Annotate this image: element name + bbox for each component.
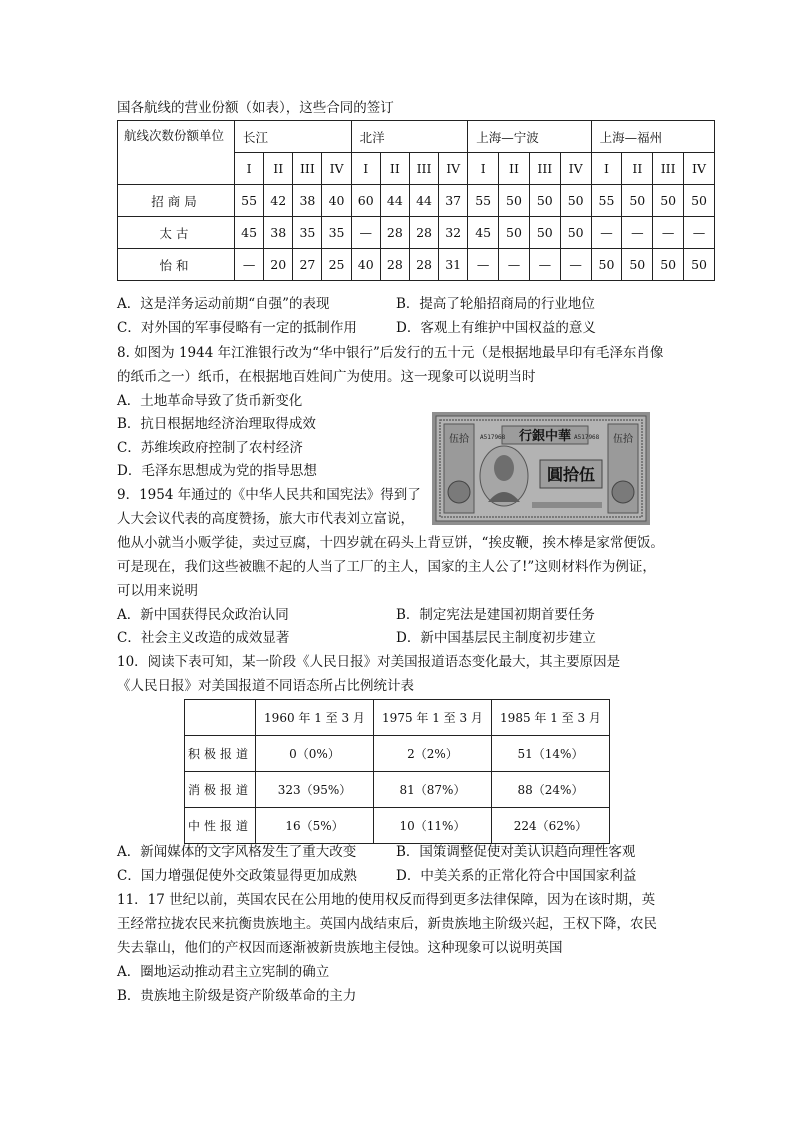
q9-stem-line2: 人大会议代表的高度赞扬，旅大市代表刘立富说， [117,511,414,527]
table-cell: 42 [264,185,293,217]
table-cell: 60 [351,185,380,217]
table-cell: 50 [529,217,560,249]
table-cell: 45 [235,217,264,249]
table-cell: 50 [622,249,653,281]
table-cell: — [529,249,560,281]
subcol-header: II [499,153,530,185]
table-cell: 50 [499,185,530,217]
table-cell: 44 [380,185,409,217]
subcol-header: I [235,153,264,185]
q9-option-d: D．新中国基层民主制度初步建立 [396,630,596,646]
group-header: 上海—宁波 [468,121,591,153]
q11-stem-line2: 王经常拉拢农民来抗衡贵族地主。英国内战结束后，新贵族地主阶级兴起，王权下降，农民 [117,916,657,932]
q8-option-c: C．苏维埃政府控制了农村经济 [117,440,303,456]
table-cell: 25 [322,249,351,281]
t2-cell: 51（14%） [492,736,610,772]
table-cell: 20 [264,249,293,281]
t2-cell: 81（87%） [374,772,492,808]
subcol-header: IV [684,153,715,185]
q10-option-b: B．国策调整促使对美认识趋向理性客观 [396,844,636,860]
t2-cell: 0（0%） [256,736,374,772]
t2-cell: 88（24%） [492,772,610,808]
subcol-header: IV [439,153,468,185]
q8-option-d: D．毛泽东思想成为党的指导思想 [117,463,317,479]
table-cell: 50 [529,185,560,217]
table-cell: 50 [653,249,684,281]
table-cell: 50 [684,185,715,217]
table-cell: — [468,249,499,281]
q9-stem-line1: 9．1954 年通过的《中华人民共和国宪法》得到了 [117,487,421,503]
table-cell: 44 [409,185,438,217]
banknote-denomination: 圓拾伍 [546,465,596,484]
t2-row-header: 消极报道 [185,772,256,808]
table-cell: 50 [653,185,684,217]
subcol-header: III [409,153,438,185]
table-cell: — [351,217,380,249]
q10-option-d: D．中美关系的正常化符合中国国家利益 [396,868,637,884]
table-cell: 28 [380,217,409,249]
q10-option-c: C．国力增强促使外交政策显得更加成熟 [117,868,357,884]
table-cell: 55 [468,185,499,217]
row-header: 怡和 [118,249,235,281]
subcol-header: II [622,153,653,185]
q10-stem-line1: 10．阅读下表可知，某一阶段《人民日报》对美国报道语态变化最大，其主要原因是 [117,654,621,670]
subcol-header: II [264,153,293,185]
table-cell: 50 [622,185,653,217]
table-cell: — [560,249,591,281]
subcol-header: I [468,153,499,185]
table-cell: 55 [235,185,264,217]
t2-cell: 323（95%） [256,772,374,808]
banknote-corner-left: 伍拾 [449,434,469,445]
q11-option-a: A．圈地运动推动君主立宪制的确立 [117,964,330,980]
banknote-serial-left: A517968 [480,434,506,441]
q9-stem-line5: 可以用来说明 [117,583,198,599]
subcol-header: III [529,153,560,185]
q7-option-d: D．客观上有维护中国权益的意义 [396,320,596,336]
subcol-header: IV [560,153,591,185]
table-cell: — [591,217,622,249]
t2-corner [185,700,256,736]
table-cell: 28 [409,217,438,249]
t2-row-header: 积极报道 [185,736,256,772]
t2-col-header: 1985 年 1 至 3 月 [492,700,610,736]
corner-header: 航线次数份额单位 [118,121,235,185]
banknote-serial-right: A517968 [574,434,600,441]
table-cell: 27 [293,249,322,281]
q7-option-c: C．对外国的军事侵略有一定的抵制作用 [117,320,357,336]
q10-option-a: A．新闻媒体的文字风格发生了重大改变 [117,844,357,860]
banknote-corner-right: 伍拾 [613,434,633,445]
table-cell: 37 [439,185,468,217]
q7-option-a: A．这是洋务运动前期“自强”的表现 [117,296,330,312]
table-cell: 50 [499,217,530,249]
table-cell: — [235,249,264,281]
q8-option-a: A．土地革命导致了货币新变化 [117,393,303,409]
table-cell: — [499,249,530,281]
q11-stem-line3: 失去靠山，他们的产权因而逐渐被新贵族地主侵蚀。这种现象可以说明英国 [117,940,563,956]
q10-table-title: 《人民日报》对美国报道不同语态所占比例统计表 [117,678,414,694]
table-cell: 55 [591,185,622,217]
table-cell: 45 [468,217,499,249]
t2-col-header: 1975 年 1 至 3 月 [374,700,492,736]
q9-option-a: A．新中国获得民众政治认同 [117,607,289,623]
banknote-image [432,412,650,525]
table-cell: 38 [264,217,293,249]
table-cell: 50 [591,249,622,281]
table-cell: 50 [560,217,591,249]
q8-option-b: B．抗日根据地经济治理取得成效 [117,416,316,432]
banknote-bank-name: 行銀中華 [518,429,572,444]
q8-stem-line1: 8. 如图为 1944 年江淮银行改为“华中银行”后发行的五十元（是根据地最早印有毛泽东肖像 [117,345,664,361]
q11-option-b: B．贵族地主阶级是资产阶级革命的主力 [117,988,357,1004]
t2-col-header: 1960 年 1 至 3 月 [256,700,374,736]
q9-stem-line4: 可是现在，我们这些被瞧不起的人当了工厂的主人，国家的主人公了!”这则材料作为例证， [117,559,656,575]
intro-line: 国各航线的营业份额（如表），这些合同的签订 [117,100,394,116]
subcol-header: III [293,153,322,185]
table-cell: — [622,217,653,249]
subcol-header: IV [322,153,351,185]
q9-stem-line3: 他从小就当小贩学徒，卖过豆腐，十四岁就在码头上背豆饼，“挨皮鞭，挨木棒是家常便饭。 [117,535,664,551]
subcol-header: III [653,153,684,185]
table-cell: 35 [293,217,322,249]
report-tone-table [184,699,610,844]
table-cell: 28 [409,249,438,281]
table-cell: 31 [439,249,468,281]
q11-stem-line1: 11．17 世纪以前，英国农民在公用地的使用权反而得到更多法律保障，因为在该时期，英 [117,892,656,908]
t2-cell: 2（2%） [374,736,492,772]
table-cell: 32 [439,217,468,249]
q9-option-c: C．社会主义改造的成效显著 [117,630,290,646]
table-cell: 35 [322,217,351,249]
table-cell: — [684,217,715,249]
subcol-header: I [351,153,380,185]
t2-cell: 224（62%） [492,808,610,844]
table-cell: — [653,217,684,249]
q9-option-b: B．制定宪法是建国初期首要任务 [396,607,595,623]
t2-cell: 16（5%） [256,808,374,844]
q7-option-b: B．提高了轮船招商局的行业地位 [396,296,595,312]
row-header: 招商局 [118,185,235,217]
table-cell: 28 [380,249,409,281]
table-cell: 50 [684,249,715,281]
table-cell: 40 [322,185,351,217]
table-cell: 38 [293,185,322,217]
group-header: 北洋 [351,121,468,153]
row-header: 太古 [118,217,235,249]
t2-cell: 10（11%） [374,808,492,844]
t2-row-header: 中性报道 [185,808,256,844]
subcol-header: I [591,153,622,185]
group-header: 长江 [235,121,352,153]
table-cell: 50 [560,185,591,217]
q8-stem-line2: 的纸币之一）纸币，在根据地百姓间广为使用。这一现象可以说明当时 [117,369,536,385]
subcol-header: II [380,153,409,185]
group-header: 上海—福州 [591,121,714,153]
table-cell: 40 [351,249,380,281]
shipping-share-table [117,120,715,281]
